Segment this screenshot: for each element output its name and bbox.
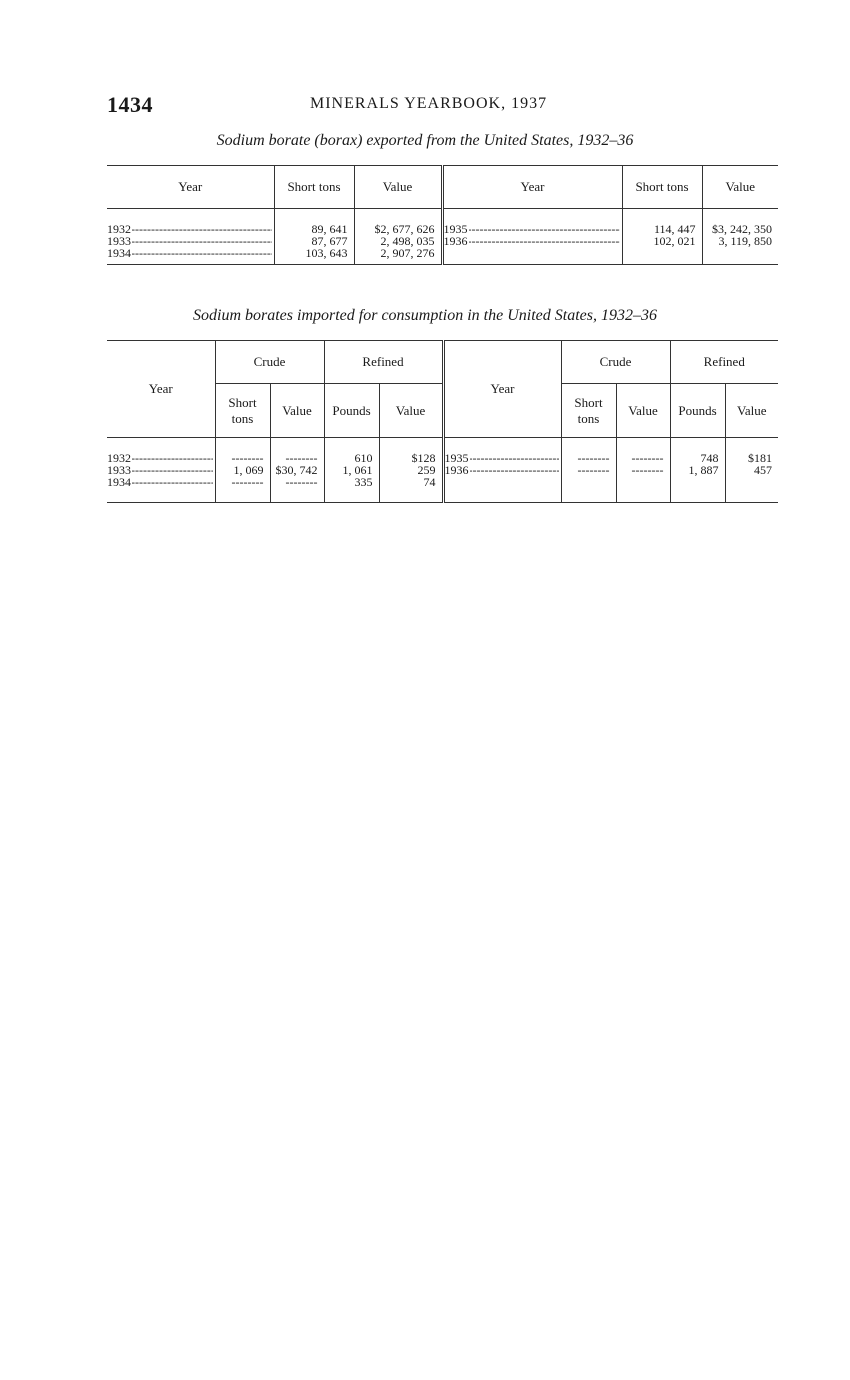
table-row [107, 438, 778, 465]
short-tons-cell: 89, 641 [274, 209, 354, 236]
col-header-short-tons: Short tons [215, 384, 270, 438]
crude-short-tons-cell: -------- [215, 438, 270, 465]
value-cell: 3, 119, 850 [718, 234, 772, 248]
crude-value-cell: -------- [270, 476, 324, 503]
short-tons-cell: 87, 677 [274, 235, 354, 247]
crude-short-tons-cell: -------- [561, 464, 616, 476]
borax-exports-table [107, 165, 778, 265]
running-head: MINERALS YEARBOOK, 1937 [310, 95, 548, 112]
table-row [107, 476, 778, 503]
refined-pounds-cell: 1, 887 [670, 464, 725, 476]
col-group-crude: Crude [561, 341, 670, 384]
refined-pounds-cell: 335 [324, 476, 379, 503]
col-group-crude: Crude [215, 341, 324, 384]
refined-pounds-cell [670, 476, 725, 503]
year-cell: 1932 ----- [107, 209, 274, 236]
year-cell: 1932 ----- [107, 438, 215, 465]
year-cell: 1933 ----- [107, 235, 274, 247]
refined-value-cell: 259 [379, 464, 443, 476]
table-row [107, 247, 778, 265]
year-cell: 1934 ----- [107, 247, 274, 265]
col-header-value: Value [616, 384, 670, 438]
year-cell: 1935 ----- [443, 438, 561, 465]
value-cell: 2, 907, 276 [354, 247, 442, 265]
short-tons-cell [622, 247, 702, 265]
year-cell: 1936 ----- [443, 464, 561, 476]
crude-short-tons-cell: -------- [215, 476, 270, 503]
table-row [107, 209, 778, 236]
refined-value-cell: 457 [754, 463, 772, 477]
crude-value-cell [616, 476, 670, 503]
col-header-year: Year [107, 341, 215, 438]
refined-value-cell: $181 [748, 451, 772, 465]
col-header-value: Value [354, 166, 442, 209]
col-group-refined: Refined [670, 341, 778, 384]
refined-pounds-cell: 1, 061 [324, 464, 379, 476]
crude-value-cell: -------- [616, 464, 670, 476]
crude-value-cell: $30, 742 [270, 464, 324, 476]
short-tons-cell: 103, 643 [274, 247, 354, 265]
table2-caption: Sodium borates imported for consumption in the United States, 1932–36 [193, 307, 657, 324]
short-tons-cell: 114, 447 [622, 209, 702, 236]
col-header-value: Value [725, 384, 778, 438]
col-header-value: Value [702, 166, 778, 209]
value-cell: 2, 498, 035 [354, 235, 442, 247]
year-cell: 1934 ----- [107, 476, 215, 503]
col-group-refined: Refined [324, 341, 443, 384]
refined-value-cell [725, 476, 778, 503]
refined-pounds-cell: 748 [670, 438, 725, 465]
col-header-year: Year [442, 166, 622, 209]
crude-value-cell: -------- [270, 438, 324, 465]
year-cell [443, 476, 561, 503]
refined-value-cell: $128 [379, 438, 443, 465]
col-header-short-tons: Short tons [561, 384, 616, 438]
year-cell: 1935 ----- [442, 209, 622, 236]
table-row [107, 235, 778, 247]
col-header-value: Value [379, 384, 443, 438]
col-header-short-tons: Short tons [274, 166, 354, 209]
col-header-year: Year [107, 166, 274, 209]
crude-short-tons-cell [561, 476, 616, 503]
table1-caption: Sodium borate (borax) exported from the United States, 1932–36 [216, 132, 634, 149]
refined-value-cell: 74 [379, 476, 443, 503]
col-header-year: Year [443, 341, 561, 438]
borate-imports-table [107, 340, 778, 503]
refined-pounds-cell: 610 [324, 438, 379, 465]
year-cell: 1933 ----- [107, 464, 215, 476]
col-header-value: Value [270, 384, 324, 438]
col-header-short-tons: Short tons [622, 166, 702, 209]
value-cell [702, 247, 778, 265]
crude-short-tons-cell: -------- [561, 438, 616, 465]
year-cell: 1936 ----- [442, 235, 622, 247]
col-header-pounds: Pounds [670, 384, 725, 438]
page-number: 1434 [107, 92, 153, 117]
table-row [107, 464, 778, 476]
col-header-pounds: Pounds [324, 384, 379, 438]
crude-value-cell: -------- [616, 438, 670, 465]
value-cell: $3, 242, 350 [712, 222, 772, 236]
value-cell: $2, 677, 626 [354, 209, 442, 236]
crude-short-tons-cell: 1, 069 [215, 464, 270, 476]
short-tons-cell: 102, 021 [622, 235, 702, 247]
year-cell [442, 247, 622, 265]
